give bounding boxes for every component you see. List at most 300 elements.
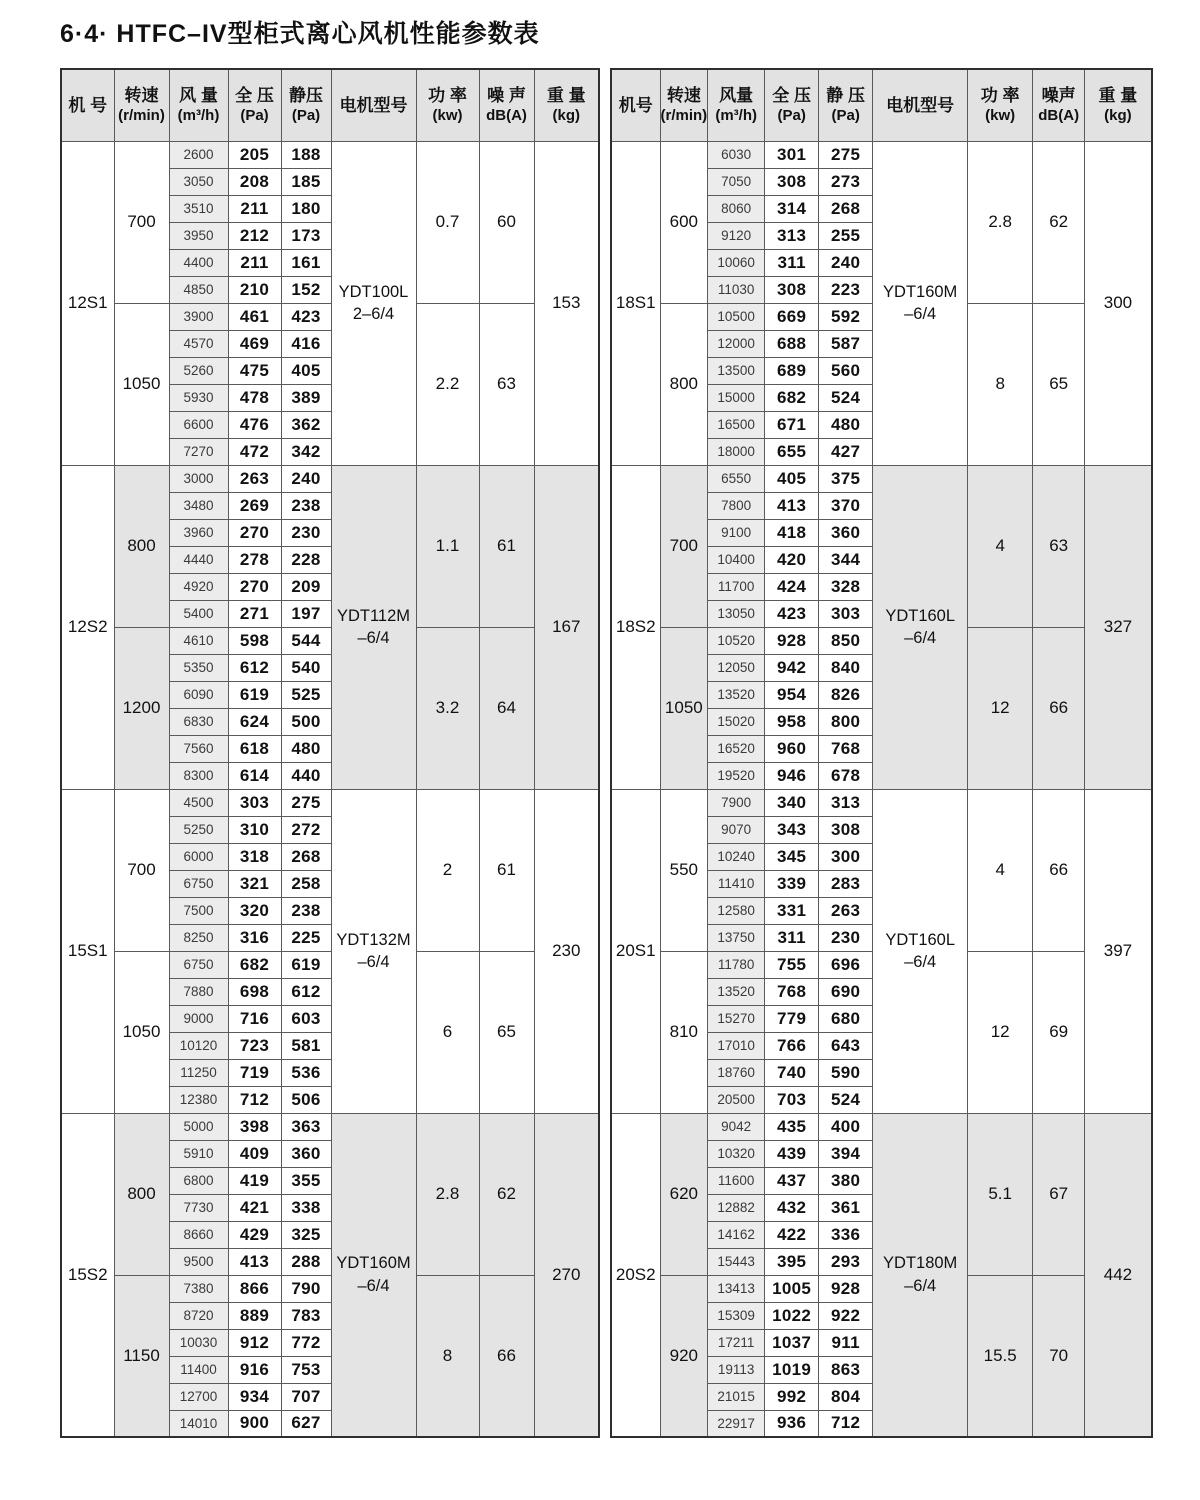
- cell-total-pressure: 912: [228, 1329, 281, 1356]
- cell-total-pressure: 208: [228, 168, 281, 195]
- cell-noise: 65: [1033, 303, 1085, 465]
- cell-airflow: 15000: [708, 384, 765, 411]
- cell-static-pressure: 344: [819, 546, 873, 573]
- cell-airflow: 18760: [708, 1059, 765, 1086]
- cell-airflow: 9500: [169, 1248, 228, 1275]
- cell-airflow: 13500: [708, 357, 765, 384]
- cell-airflow: 3950: [169, 222, 228, 249]
- col-header-model: 机 号: [61, 69, 114, 141]
- cell-total-pressure: 271: [228, 600, 281, 627]
- cell-motor-model: YDT180M –6/4: [873, 1113, 968, 1437]
- cell-static-pressure: 525: [281, 681, 331, 708]
- cell-airflow: 9120: [708, 222, 765, 249]
- cell-static-pressure: 255: [819, 222, 873, 249]
- cell-static-pressure: 800: [819, 708, 873, 735]
- cell-model: 18S2: [611, 465, 660, 789]
- cell-noise: 66: [1033, 789, 1085, 951]
- cell-motor-model: YDT160M –6/4: [873, 141, 968, 465]
- cell-static-pressure: 394: [819, 1140, 873, 1167]
- cell-airflow: 11780: [708, 951, 765, 978]
- cell-static-pressure: 197: [281, 600, 331, 627]
- cell-airflow: 16520: [708, 735, 765, 762]
- cell-noise: 66: [479, 1275, 534, 1437]
- cell-motor-model: YDT112M –6/4: [331, 465, 416, 789]
- cell-airflow: 15443: [708, 1248, 765, 1275]
- col-header-noise: 噪声 dB(A): [1033, 69, 1085, 141]
- cell-total-pressure: 343: [765, 816, 819, 843]
- cell-static-pressure: 680: [819, 1005, 873, 1032]
- cell-total-pressure: 435: [765, 1113, 819, 1140]
- cell-noise: 69: [1033, 951, 1085, 1113]
- cell-airflow: 12380: [169, 1086, 228, 1113]
- cell-airflow: 7560: [169, 735, 228, 762]
- cell-static-pressure: 272: [281, 816, 331, 843]
- cell-total-pressure: 303: [228, 789, 281, 816]
- cell-airflow: 4400: [169, 249, 228, 276]
- tables-container: [60, 68, 1153, 1438]
- table-body-left: [61, 141, 599, 1437]
- cell-motor-model: YDT160M –6/4: [331, 1113, 416, 1437]
- cell-static-pressure: 263: [819, 897, 873, 924]
- cell-speed: 800: [660, 303, 708, 465]
- cell-total-pressure: 424: [765, 573, 819, 600]
- cell-static-pressure: 480: [819, 411, 873, 438]
- cell-airflow: 7880: [169, 978, 228, 1005]
- cell-airflow: 5350: [169, 654, 228, 681]
- cell-static-pressure: 275: [281, 789, 331, 816]
- cell-total-pressure: 263: [228, 465, 281, 492]
- cell-power: 8: [416, 1275, 479, 1437]
- cell-speed: 810: [660, 951, 708, 1113]
- cell-static-pressure: 361: [819, 1194, 873, 1221]
- cell-total-pressure: 311: [765, 249, 819, 276]
- cell-airflow: 8300: [169, 762, 228, 789]
- cell-total-pressure: 698: [228, 978, 281, 1005]
- cell-airflow: 12000: [708, 330, 765, 357]
- cell-static-pressure: 480: [281, 735, 331, 762]
- cell-static-pressure: 173: [281, 222, 331, 249]
- cell-total-pressure: 339: [765, 870, 819, 897]
- cell-airflow: 7270: [169, 438, 228, 465]
- cell-speed: 1050: [114, 303, 169, 465]
- cell-static-pressure: 506: [281, 1086, 331, 1113]
- cell-power: 5.1: [968, 1113, 1033, 1275]
- cell-static-pressure: 258: [281, 870, 331, 897]
- cell-speed: 1050: [114, 951, 169, 1113]
- cell-airflow: 9000: [169, 1005, 228, 1032]
- cell-total-pressure: 278: [228, 546, 281, 573]
- cell-airflow: 10500: [708, 303, 765, 330]
- cell-total-pressure: 345: [765, 843, 819, 870]
- cell-total-pressure: 669: [765, 303, 819, 330]
- cell-power: 6: [416, 951, 479, 1113]
- cell-airflow: 8720: [169, 1302, 228, 1329]
- cell-static-pressure: 712: [819, 1410, 873, 1437]
- cell-total-pressure: 755: [765, 951, 819, 978]
- cell-power: 4: [968, 789, 1033, 951]
- cell-total-pressure: 321: [228, 870, 281, 897]
- cell-airflow: 6090: [169, 681, 228, 708]
- cell-static-pressure: 152: [281, 276, 331, 303]
- cell-airflow: 3900: [169, 303, 228, 330]
- cell-speed: 700: [114, 141, 169, 303]
- cell-total-pressure: 409: [228, 1140, 281, 1167]
- table-row: [611, 141, 1152, 168]
- table-row: [611, 789, 1152, 816]
- cell-airflow: 4500: [169, 789, 228, 816]
- col-header-motor-model: 电机型号: [873, 69, 968, 141]
- cell-airflow: 6750: [169, 951, 228, 978]
- cell-airflow: 5910: [169, 1140, 228, 1167]
- cell-noise: 61: [479, 789, 534, 951]
- cell-total-pressure: 437: [765, 1167, 819, 1194]
- cell-total-pressure: 766: [765, 1032, 819, 1059]
- cell-power: 2.2: [416, 303, 479, 465]
- col-header-weight: 重 量 (kg): [534, 69, 599, 141]
- cell-airflow: 15020: [708, 708, 765, 735]
- cell-airflow: 12580: [708, 897, 765, 924]
- cell-power: 12: [968, 627, 1033, 789]
- cell-static-pressure: 180: [281, 195, 331, 222]
- cell-total-pressure: 475: [228, 357, 281, 384]
- cell-static-pressure: 342: [281, 438, 331, 465]
- cell-static-pressure: 230: [819, 924, 873, 951]
- cell-weight: 327: [1085, 465, 1152, 789]
- cell-airflow: 7050: [708, 168, 765, 195]
- cell-total-pressure: 992: [765, 1383, 819, 1410]
- cell-airflow: 4440: [169, 546, 228, 573]
- cell-airflow: 15270: [708, 1005, 765, 1032]
- cell-airflow: 7380: [169, 1275, 228, 1302]
- cell-airflow: 11700: [708, 573, 765, 600]
- cell-power: 4: [968, 465, 1033, 627]
- cell-total-pressure: 954: [765, 681, 819, 708]
- cell-model: 15S2: [61, 1113, 114, 1437]
- cell-airflow: 10320: [708, 1140, 765, 1167]
- cell-weight: 300: [1085, 141, 1152, 465]
- cell-noise: 63: [1033, 465, 1085, 627]
- cell-airflow: 15309: [708, 1302, 765, 1329]
- cell-total-pressure: 688: [765, 330, 819, 357]
- cell-total-pressure: 314: [765, 195, 819, 222]
- cell-airflow: 8060: [708, 195, 765, 222]
- cell-total-pressure: 928: [765, 627, 819, 654]
- cell-static-pressure: 360: [281, 1140, 331, 1167]
- cell-speed: 1200: [114, 627, 169, 789]
- cell-power: 8: [968, 303, 1033, 465]
- cell-noise: 63: [479, 303, 534, 465]
- cell-total-pressure: 269: [228, 492, 281, 519]
- cell-total-pressure: 301: [765, 141, 819, 168]
- col-header-static-pressure: 静 压 (Pa): [819, 69, 873, 141]
- cell-airflow: 3480: [169, 492, 228, 519]
- cell-power: 1.1: [416, 465, 479, 627]
- cell-airflow: 7800: [708, 492, 765, 519]
- cell-airflow: 5250: [169, 816, 228, 843]
- cell-total-pressure: 422: [765, 1221, 819, 1248]
- cell-airflow: 7500: [169, 897, 228, 924]
- cell-airflow: 6800: [169, 1167, 228, 1194]
- cell-model: 12S1: [61, 141, 114, 465]
- cell-airflow: 6830: [169, 708, 228, 735]
- cell-total-pressure: 768: [765, 978, 819, 1005]
- fan-table-right: [610, 68, 1153, 1438]
- cell-static-pressure: 911: [819, 1329, 873, 1356]
- cell-airflow: 8250: [169, 924, 228, 951]
- cell-airflow: 3050: [169, 168, 228, 195]
- cell-noise: 70: [1033, 1275, 1085, 1437]
- cell-noise: 62: [1033, 141, 1085, 303]
- cell-airflow: 18000: [708, 438, 765, 465]
- cell-total-pressure: 405: [765, 465, 819, 492]
- cell-model: 18S1: [611, 141, 660, 465]
- cell-airflow: 21015: [708, 1383, 765, 1410]
- cell-airflow: 11600: [708, 1167, 765, 1194]
- cell-total-pressure: 942: [765, 654, 819, 681]
- cell-power: 2: [416, 789, 479, 951]
- col-header-power: 功 率 (kw): [968, 69, 1033, 141]
- cell-power: 2.8: [968, 141, 1033, 303]
- cell-static-pressure: 300: [819, 843, 873, 870]
- cell-motor-model: YDT160L –6/4: [873, 789, 968, 1113]
- cell-total-pressure: 421: [228, 1194, 281, 1221]
- cell-static-pressure: 416: [281, 330, 331, 357]
- cell-static-pressure: 524: [819, 1086, 873, 1113]
- cell-total-pressure: 716: [228, 1005, 281, 1032]
- cell-static-pressure: 161: [281, 249, 331, 276]
- cell-weight: 153: [534, 141, 599, 465]
- cell-airflow: 5260: [169, 357, 228, 384]
- cell-static-pressure: 288: [281, 1248, 331, 1275]
- cell-airflow: 3000: [169, 465, 228, 492]
- cell-airflow: 10030: [169, 1329, 228, 1356]
- cell-total-pressure: 1022: [765, 1302, 819, 1329]
- col-header-airflow: 风量 (m³/h): [708, 69, 765, 141]
- cell-total-pressure: 331: [765, 897, 819, 924]
- cell-power: 3.2: [416, 627, 479, 789]
- cell-static-pressure: 336: [819, 1221, 873, 1248]
- cell-airflow: 4570: [169, 330, 228, 357]
- cell-static-pressure: 338: [281, 1194, 331, 1221]
- cell-total-pressure: 655: [765, 438, 819, 465]
- cell-static-pressure: 423: [281, 303, 331, 330]
- cell-model: 12S2: [61, 465, 114, 789]
- cell-speed: 700: [114, 789, 169, 951]
- col-header-weight: 重 量 (kg): [1085, 69, 1152, 141]
- cell-total-pressure: 612: [228, 654, 281, 681]
- cell-total-pressure: 316: [228, 924, 281, 951]
- col-header-power: 功 率 (kw): [416, 69, 479, 141]
- cell-static-pressure: 275: [819, 141, 873, 168]
- table-row: [611, 465, 1152, 492]
- cell-model: 15S1: [61, 789, 114, 1113]
- cell-static-pressure: 370: [819, 492, 873, 519]
- cell-static-pressure: 273: [819, 168, 873, 195]
- cell-static-pressure: 185: [281, 168, 331, 195]
- cell-total-pressure: 478: [228, 384, 281, 411]
- cell-static-pressure: 225: [281, 924, 331, 951]
- cell-airflow: 12700: [169, 1383, 228, 1410]
- cell-static-pressure: 592: [819, 303, 873, 330]
- cell-airflow: 10400: [708, 546, 765, 573]
- cell-airflow: 13413: [708, 1275, 765, 1302]
- cell-static-pressure: 328: [819, 573, 873, 600]
- cell-static-pressure: 228: [281, 546, 331, 573]
- cell-noise: 67: [1033, 1113, 1085, 1275]
- cell-total-pressure: 946: [765, 762, 819, 789]
- cell-speed: 600: [660, 141, 708, 303]
- cell-airflow: 9042: [708, 1113, 765, 1140]
- cell-static-pressure: 400: [819, 1113, 873, 1140]
- cell-noise: 62: [479, 1113, 534, 1275]
- cell-total-pressure: 900: [228, 1410, 281, 1437]
- cell-airflow: 13750: [708, 924, 765, 951]
- cell-static-pressure: 209: [281, 573, 331, 600]
- cell-total-pressure: 439: [765, 1140, 819, 1167]
- cell-static-pressure: 536: [281, 1059, 331, 1086]
- cell-airflow: 19113: [708, 1356, 765, 1383]
- cell-airflow: 5000: [169, 1113, 228, 1140]
- cell-static-pressure: 524: [819, 384, 873, 411]
- cell-airflow: 5930: [169, 384, 228, 411]
- col-header-total-pressure: 全 压 (Pa): [228, 69, 281, 141]
- cell-model: 20S1: [611, 789, 660, 1113]
- cell-weight: 442: [1085, 1113, 1152, 1437]
- cell-total-pressure: 418: [765, 519, 819, 546]
- cell-weight: 397: [1085, 789, 1152, 1113]
- table-row: [61, 1275, 599, 1302]
- cell-airflow: 11030: [708, 276, 765, 303]
- cell-speed: 620: [660, 1113, 708, 1275]
- cell-noise: 64: [479, 627, 534, 789]
- cell-airflow: 11400: [169, 1356, 228, 1383]
- cell-static-pressure: 362: [281, 411, 331, 438]
- cell-static-pressure: 363: [281, 1113, 331, 1140]
- cell-total-pressure: 270: [228, 519, 281, 546]
- cell-static-pressure: 826: [819, 681, 873, 708]
- cell-static-pressure: 268: [819, 195, 873, 222]
- cell-speed: 800: [114, 1113, 169, 1275]
- col-header-static-pressure: 静压 (Pa): [281, 69, 331, 141]
- cell-total-pressure: 960: [765, 735, 819, 762]
- cell-speed: 1050: [660, 627, 708, 789]
- cell-airflow: 7900: [708, 789, 765, 816]
- table-row: [61, 789, 599, 816]
- cell-total-pressure: 671: [765, 411, 819, 438]
- cell-airflow: 14010: [169, 1410, 228, 1437]
- cell-total-pressure: 614: [228, 762, 281, 789]
- cell-total-pressure: 598: [228, 627, 281, 654]
- cell-airflow: 9100: [708, 519, 765, 546]
- cell-static-pressure: 500: [281, 708, 331, 735]
- table-row: [61, 141, 599, 168]
- cell-motor-model: YDT100L 2–6/4: [331, 141, 416, 465]
- cell-total-pressure: 476: [228, 411, 281, 438]
- col-header-model: 机号: [611, 69, 660, 141]
- cell-speed: 920: [660, 1275, 708, 1437]
- cell-static-pressure: 928: [819, 1275, 873, 1302]
- cell-total-pressure: 340: [765, 789, 819, 816]
- cell-static-pressure: 240: [819, 249, 873, 276]
- cell-airflow: 13520: [708, 681, 765, 708]
- cell-power: 12: [968, 951, 1033, 1113]
- cell-total-pressure: 210: [228, 276, 281, 303]
- cell-total-pressure: 423: [765, 600, 819, 627]
- cell-static-pressure: 850: [819, 627, 873, 654]
- cell-static-pressure: 325: [281, 1221, 331, 1248]
- cell-airflow: 4610: [169, 627, 228, 654]
- cell-airflow: 2600: [169, 141, 228, 168]
- cell-total-pressure: 320: [228, 897, 281, 924]
- cell-airflow: 6030: [708, 141, 765, 168]
- cell-static-pressure: 303: [819, 600, 873, 627]
- cell-static-pressure: 804: [819, 1383, 873, 1410]
- cell-total-pressure: 712: [228, 1086, 281, 1113]
- cell-airflow: 9070: [708, 816, 765, 843]
- cell-total-pressure: 624: [228, 708, 281, 735]
- cell-model: 20S2: [611, 1113, 660, 1437]
- cell-airflow: 13050: [708, 600, 765, 627]
- cell-static-pressure: 313: [819, 789, 873, 816]
- cell-static-pressure: 627: [281, 1410, 331, 1437]
- table-row: [611, 1113, 1152, 1140]
- cell-airflow: 12882: [708, 1194, 765, 1221]
- cell-total-pressure: 936: [765, 1410, 819, 1437]
- cell-static-pressure: 922: [819, 1302, 873, 1329]
- cell-airflow: 3960: [169, 519, 228, 546]
- cell-total-pressure: 1037: [765, 1329, 819, 1356]
- cell-total-pressure: 866: [228, 1275, 281, 1302]
- cell-airflow: 17010: [708, 1032, 765, 1059]
- cell-static-pressure: 544: [281, 627, 331, 654]
- cell-airflow: 4850: [169, 276, 228, 303]
- cell-static-pressure: 360: [819, 519, 873, 546]
- cell-airflow: 10120: [169, 1032, 228, 1059]
- cell-static-pressure: 863: [819, 1356, 873, 1383]
- cell-static-pressure: 427: [819, 438, 873, 465]
- fan-table-left: [60, 68, 600, 1438]
- cell-airflow: 3510: [169, 195, 228, 222]
- cell-static-pressure: 587: [819, 330, 873, 357]
- cell-total-pressure: 429: [228, 1221, 281, 1248]
- cell-airflow: 10060: [708, 249, 765, 276]
- cell-total-pressure: 395: [765, 1248, 819, 1275]
- cell-static-pressure: 560: [819, 357, 873, 384]
- col-header-noise: 噪 声 dB(A): [479, 69, 534, 141]
- cell-total-pressure: 740: [765, 1059, 819, 1086]
- cell-static-pressure: 240: [281, 465, 331, 492]
- cell-static-pressure: 308: [819, 816, 873, 843]
- table-row: [61, 303, 599, 330]
- table-row: [61, 951, 599, 978]
- table-header-right: [611, 69, 1152, 141]
- cell-static-pressure: 840: [819, 654, 873, 681]
- cell-static-pressure: 405: [281, 357, 331, 384]
- table-row: [61, 627, 599, 654]
- cell-static-pressure: 238: [281, 492, 331, 519]
- cell-static-pressure: 678: [819, 762, 873, 789]
- cell-total-pressure: 779: [765, 1005, 819, 1032]
- cell-static-pressure: 603: [281, 1005, 331, 1032]
- cell-power: 15.5: [968, 1275, 1033, 1437]
- cell-static-pressure: 440: [281, 762, 331, 789]
- cell-total-pressure: 958: [765, 708, 819, 735]
- cell-motor-model: YDT132M –6/4: [331, 789, 416, 1113]
- cell-static-pressure: 283: [819, 870, 873, 897]
- cell-power: 0.7: [416, 141, 479, 303]
- cell-airflow: 7730: [169, 1194, 228, 1221]
- cell-noise: 60: [479, 141, 534, 303]
